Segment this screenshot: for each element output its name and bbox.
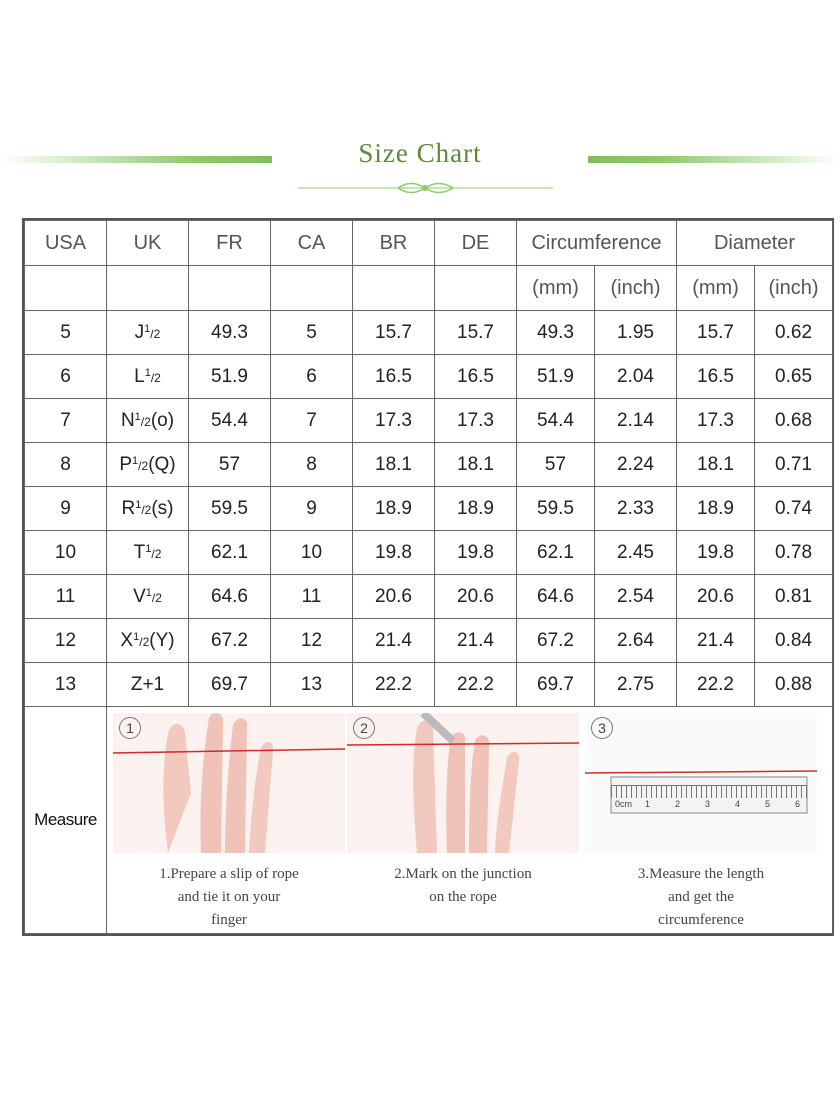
hand-mark-illustration [347, 713, 579, 853]
header [0, 130, 840, 210]
cell-fr: 49.3 [189, 311, 271, 355]
cell-br: 17.3 [353, 399, 435, 443]
cell-fr: 67.2 [189, 619, 271, 663]
cell-fr: 59.5 [189, 487, 271, 531]
cell-ca: 12 [271, 619, 353, 663]
cell-de: 18.9 [435, 487, 517, 531]
ruler-photo [585, 713, 817, 853]
cell-diam-inch: 0.65 [755, 355, 833, 399]
step-number: 2 [353, 717, 375, 739]
cell-usa: 11 [25, 575, 107, 619]
cell-ca: 11 [271, 575, 353, 619]
cell-diam-inch: 0.68 [755, 399, 833, 443]
cell-uk [107, 575, 189, 619]
cell-de: 22.2 [435, 663, 517, 707]
cell-ca: 7 [271, 399, 353, 443]
cell-circ-inch: 2.33 [595, 487, 677, 531]
page-title: Size Chart [358, 138, 482, 168]
cell-de: 20.6 [435, 575, 517, 619]
header-uk: UK [107, 221, 189, 266]
subheader-row [25, 266, 833, 311]
caption-line: 2.Mark on the junction [394, 866, 532, 882]
caption-line: finger [211, 912, 247, 928]
cell-br: 18.1 [353, 443, 435, 487]
cell-de: 19.8 [435, 531, 517, 575]
header-ca: CA [271, 221, 353, 266]
cell-circ-mm: 49.3 [517, 311, 595, 355]
cell-circ-mm: 59.5 [517, 487, 595, 531]
header-usa: USA [25, 221, 107, 266]
table-row [25, 575, 833, 619]
measure-step-1 [113, 713, 345, 853]
uk-alt: (Y) [149, 629, 175, 651]
hand-illustration [113, 713, 345, 853]
cell-fr: 64.6 [189, 575, 271, 619]
cell-usa: 9 [25, 487, 107, 531]
subheader-diam-mm: (mm) [677, 266, 755, 311]
cell-circ-inch: 1.95 [595, 311, 677, 355]
uk-fraction-num: 1 [145, 542, 152, 555]
uk-fraction-num: 1 [133, 630, 140, 643]
cell-uk [107, 355, 189, 399]
cell-de: 15.7 [435, 311, 517, 355]
cell-circ-inch: 2.14 [595, 399, 677, 443]
uk-letter: X [120, 629, 134, 651]
measure-row [25, 707, 833, 934]
ruler-illustration [585, 713, 817, 853]
uk-letter: N [120, 409, 135, 431]
cell-uk [107, 443, 189, 487]
cell-usa: 8 [25, 443, 107, 487]
uk-letter: V [133, 585, 146, 607]
cell-uk [107, 619, 189, 663]
uk-letter: T [133, 541, 146, 563]
cell-uk [107, 663, 189, 707]
empty-cell [189, 266, 271, 311]
empty-cell [107, 266, 189, 311]
table-row [25, 487, 833, 531]
uk-fraction-num: 1 [132, 454, 139, 467]
cell-diam-inch: 0.62 [755, 311, 833, 355]
ruler-scale [611, 785, 807, 812]
header-fr: FR [189, 221, 271, 266]
ruler-label: 2 [675, 799, 681, 809]
cell-fr: 57 [189, 443, 271, 487]
cell-diam-inch: 0.81 [755, 575, 833, 619]
caption-line: 3.Measure the length [637, 866, 765, 882]
uk-letter: R [121, 497, 136, 519]
table-row [25, 311, 833, 355]
header-br: BR [353, 221, 435, 266]
uk-alt: (Q) [148, 453, 176, 475]
uk-fraction-den: /2 [150, 370, 161, 385]
ruler-label: 0cm [615, 799, 633, 809]
uk-fraction-den: /2 [151, 590, 162, 605]
caption-line: on the rope [429, 889, 497, 905]
uk-fraction-den: /2 [140, 414, 151, 429]
cell-diam-inch: 0.78 [755, 531, 833, 575]
cell-br: 16.5 [353, 355, 435, 399]
cell-ca: 13 [271, 663, 353, 707]
step-2-caption [347, 863, 579, 909]
cell-circ-mm: 51.9 [517, 355, 595, 399]
caption-line: and get the [668, 889, 734, 905]
uk-fraction-num: 1 [144, 366, 151, 379]
cell-ca: 6 [271, 355, 353, 399]
cell-diam-inch: 0.74 [755, 487, 833, 531]
table-row [25, 399, 833, 443]
cell-diam-mm: 18.9 [677, 487, 755, 531]
header-circumference: Circumference [517, 221, 677, 266]
cell-de: 21.4 [435, 619, 517, 663]
cell-de: 17.3 [435, 399, 517, 443]
cell-ca: 5 [271, 311, 353, 355]
caption-line: 1.Prepare a slip of rope [159, 866, 299, 882]
cell-diam-mm: 18.1 [677, 443, 755, 487]
uk-fraction-num: 1 [135, 498, 142, 511]
ruler-label: 1 [645, 799, 651, 809]
empty-cell [435, 266, 517, 311]
measure-step-3 [585, 713, 817, 853]
cell-usa: 6 [25, 355, 107, 399]
cell-circ-mm: 54.4 [517, 399, 595, 443]
table-row [25, 355, 833, 399]
step-number: 3 [591, 717, 613, 739]
cell-circ-mm: 57 [517, 443, 595, 487]
empty-cell [25, 266, 107, 311]
cell-diam-mm: 21.4 [677, 619, 755, 663]
cell-circ-mm: 67.2 [517, 619, 595, 663]
finger-photo-1 [113, 713, 345, 853]
step-3-caption [585, 863, 817, 932]
ornament-divider [298, 180, 553, 196]
cell-de: 16.5 [435, 355, 517, 399]
step-1-caption [113, 863, 345, 932]
cell-br: 22.2 [353, 663, 435, 707]
cell-uk [107, 399, 189, 443]
uk-letter: Z+1 [130, 673, 165, 695]
header-row [25, 221, 833, 266]
cell-diam-inch: 0.88 [755, 663, 833, 707]
cell-circ-inch: 2.75 [595, 663, 677, 707]
cell-diam-inch: 0.71 [755, 443, 833, 487]
cell-usa: 10 [25, 531, 107, 575]
ruler-label: 5 [765, 799, 771, 809]
cell-ca: 9 [271, 487, 353, 531]
cell-br: 20.6 [353, 575, 435, 619]
ruler-label: 3 [705, 799, 711, 809]
decorative-bar-left [0, 156, 272, 163]
uk-fraction-den: /2 [150, 326, 161, 341]
cell-uk [107, 311, 189, 355]
uk-letter: J [134, 321, 145, 343]
cell-usa: 7 [25, 399, 107, 443]
uk-fraction-den: /2 [139, 634, 150, 649]
uk-fraction-num: 1 [145, 586, 152, 599]
ruler-label: 4 [735, 799, 741, 809]
uk-fraction-den: /2 [151, 546, 162, 561]
empty-cell [353, 266, 435, 311]
uk-fraction-num: 1 [144, 322, 151, 335]
cell-circ-mm: 69.7 [517, 663, 595, 707]
cell-diam-mm: 17.3 [677, 399, 755, 443]
uk-alt: (s) [151, 497, 174, 519]
subheader-circ-inch: (inch) [595, 266, 677, 311]
cell-circ-inch: 2.04 [595, 355, 677, 399]
step-number: 1 [119, 717, 141, 739]
cell-ca: 8 [271, 443, 353, 487]
size-table [22, 218, 834, 936]
subheader-circ-mm: (mm) [517, 266, 595, 311]
cell-diam-mm: 19.8 [677, 531, 755, 575]
cell-circ-mm: 62.1 [517, 531, 595, 575]
cell-usa: 5 [25, 311, 107, 355]
cell-fr: 69.7 [189, 663, 271, 707]
uk-fraction-num: 1 [134, 410, 141, 423]
cell-circ-inch: 2.64 [595, 619, 677, 663]
cell-fr: 51.9 [189, 355, 271, 399]
cell-br: 18.9 [353, 487, 435, 531]
uk-letter: P [119, 453, 133, 475]
cell-diam-mm: 22.2 [677, 663, 755, 707]
cell-uk [107, 531, 189, 575]
ruler-label: 6 [795, 799, 801, 809]
measure-step-2 [347, 713, 579, 853]
subheader-diam-inch: (inch) [755, 266, 833, 311]
empty-cell [271, 266, 353, 311]
table-row [25, 619, 833, 663]
uk-fraction-den: /2 [138, 458, 149, 473]
cell-circ-inch: 2.54 [595, 575, 677, 619]
table-row [25, 663, 833, 707]
cell-fr: 62.1 [189, 531, 271, 575]
cell-diam-mm: 20.6 [677, 575, 755, 619]
table-row [25, 443, 833, 487]
cell-diam-mm: 15.7 [677, 311, 755, 355]
cell-diam-mm: 16.5 [677, 355, 755, 399]
uk-alt: (o) [150, 409, 175, 431]
cell-uk [107, 487, 189, 531]
uk-fraction-den: /2 [141, 502, 152, 517]
cell-br: 21.4 [353, 619, 435, 663]
cell-circ-inch: 2.24 [595, 443, 677, 487]
caption-line: circumference [658, 912, 744, 928]
header-diameter: Diameter [677, 221, 833, 266]
cell-de: 18.1 [435, 443, 517, 487]
measure-label: Measure [25, 707, 107, 934]
measure-illustrations [107, 707, 833, 934]
cell-usa: 12 [25, 619, 107, 663]
finger-photo-2 [347, 713, 579, 853]
cell-fr: 54.4 [189, 399, 271, 443]
cell-diam-inch: 0.84 [755, 619, 833, 663]
cell-br: 19.8 [353, 531, 435, 575]
cell-circ-mm: 64.6 [517, 575, 595, 619]
uk-letter: L [134, 365, 145, 387]
table-row [25, 531, 833, 575]
caption-line: and tie it on your [177, 889, 281, 905]
decorative-bar-right [588, 156, 840, 163]
cell-br: 15.7 [353, 311, 435, 355]
cell-ca: 10 [271, 531, 353, 575]
cell-usa: 13 [25, 663, 107, 707]
header-de: DE [435, 221, 517, 266]
cell-circ-inch: 2.45 [595, 531, 677, 575]
